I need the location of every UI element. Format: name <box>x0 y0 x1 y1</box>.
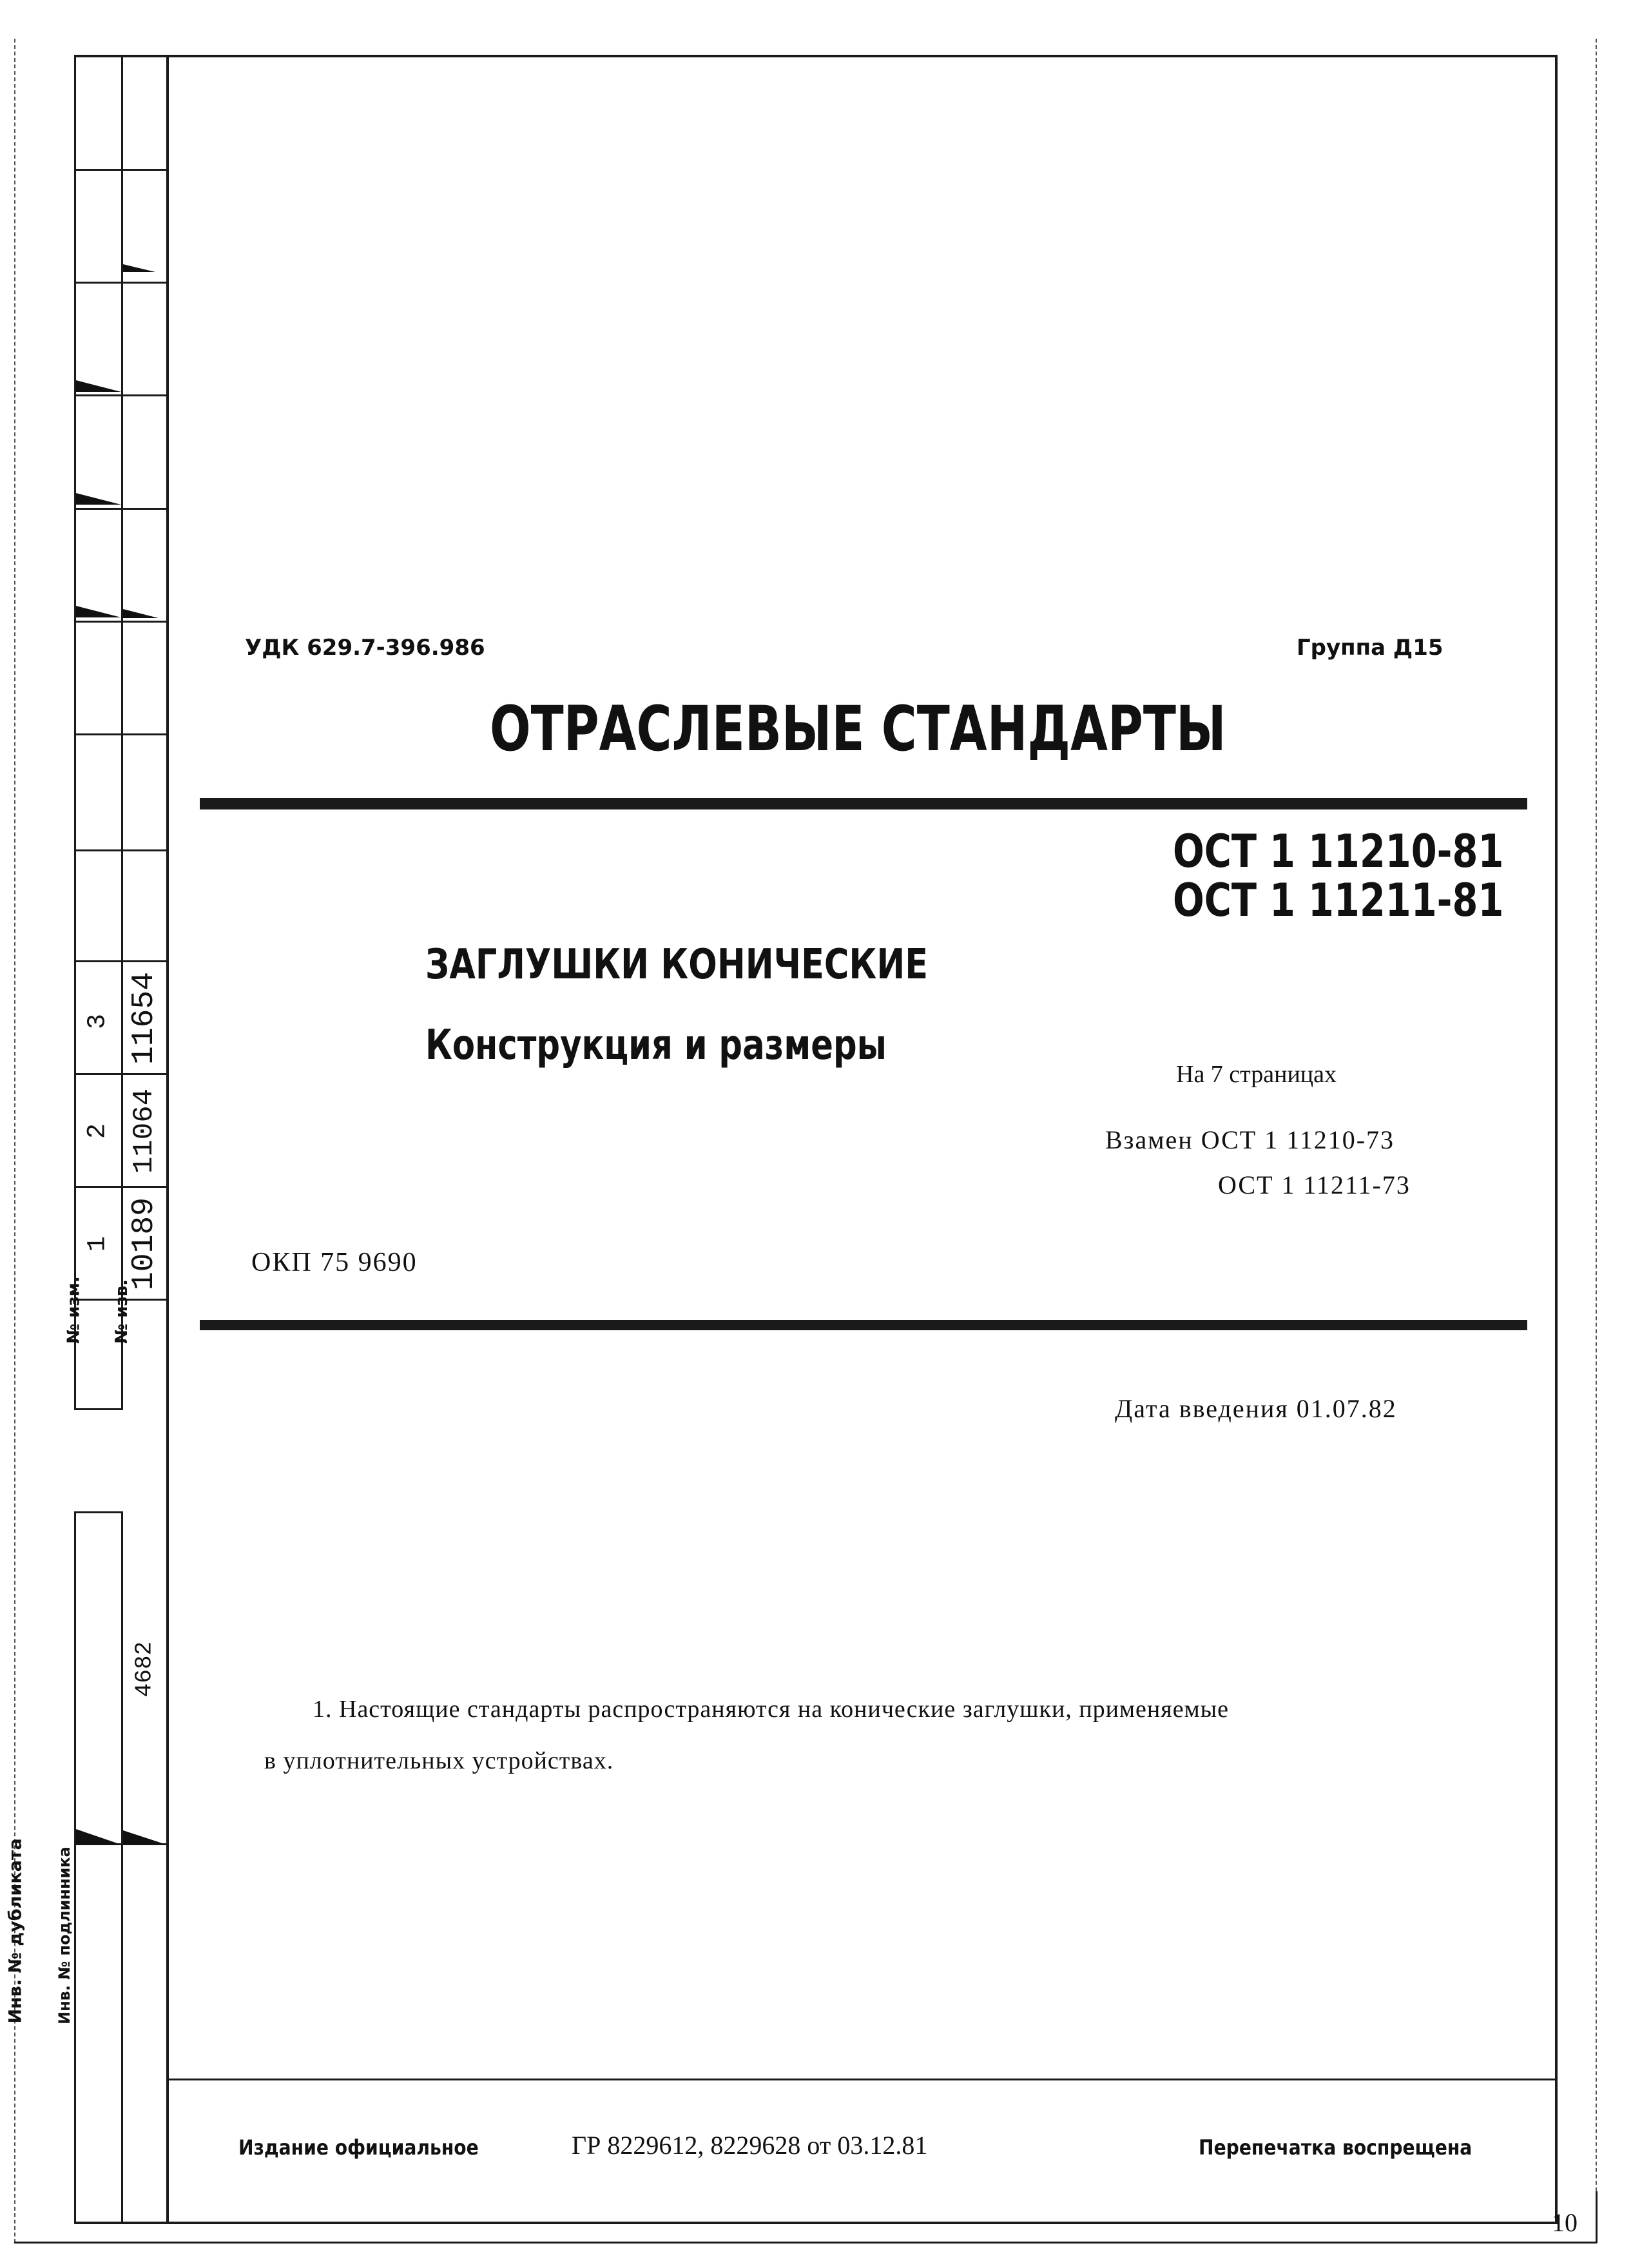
standard-number-1: ОСТ 1 11210-81 <box>1173 825 1504 878</box>
ink-mark <box>123 609 159 618</box>
ink-mark <box>76 1829 121 1845</box>
stamp-row-line <box>74 282 168 284</box>
title-rule-bottom <box>200 1320 1527 1330</box>
original-inventory-value: 4682 <box>131 1641 158 1698</box>
product-subtitle: Конструкция и размеры <box>425 1022 887 1069</box>
notice-number-1: 10189 <box>127 1197 162 1291</box>
change-number-header: № изм. <box>64 1276 84 1344</box>
official-edition: Издание официальное <box>238 2135 479 2160</box>
stamp-left-bottom <box>74 1511 76 2224</box>
group-code: Группа Д15 <box>1297 635 1443 661</box>
notice-number-2: 11064 <box>128 1088 160 1174</box>
trim-line-right <box>1596 39 1597 2243</box>
stamp-divider-bottom <box>74 1511 123 1513</box>
original-inventory-label: Инв. № подлинника <box>55 1846 74 2024</box>
bottom-trim-line <box>14 2242 1597 2244</box>
udk-code: УДК 629.7-396.986 <box>245 635 485 661</box>
replaces-standard-2: ОСТ 1 11211-73 <box>1218 1170 1411 1199</box>
notice-number-3: 11654 <box>127 971 162 1065</box>
paragraph-1-line-1: 1. Настоящие стандарты распространяются на конические заглушки, применяемые <box>313 1696 1230 1723</box>
page-number-box-edge <box>1596 2191 1598 2243</box>
frame-right <box>1555 55 1558 2224</box>
standard-number-2: ОСТ 1 11211-81 <box>1173 874 1504 927</box>
notice-number-header: № изв. <box>112 1279 131 1344</box>
stamp-divider-top <box>74 1408 123 1410</box>
product-title: ЗАГЛУШКИ КОНИЧЕСКИЕ <box>425 941 929 989</box>
ink-mark <box>123 1830 166 1845</box>
frame-bottom <box>74 2222 1558 2224</box>
title-rule-top <box>200 798 1527 809</box>
stamp-row-line <box>74 1186 168 1188</box>
stamp-row-line <box>74 394 168 396</box>
stamp-row-line <box>74 733 168 735</box>
stamp-row-line <box>74 960 168 962</box>
reprint-prohibited: Перепечатка воспрещена <box>1199 2135 1472 2160</box>
page-count: На 7 страницах <box>1176 1061 1337 1088</box>
change-number-1: 1 <box>83 1236 113 1252</box>
stamp-row-line <box>74 508 168 510</box>
okp-code: ОКП 75 9690 <box>251 1248 418 1277</box>
ink-mark <box>76 380 121 392</box>
frame-top <box>74 55 1556 57</box>
introduction-date: Дата введения 01.07.82 <box>1115 1394 1397 1423</box>
stamp-middle-bottom <box>121 1511 123 2224</box>
replaces-standard-1: Взамен ОСТ 1 11210-73 <box>1105 1125 1395 1154</box>
stamp-middle-top <box>121 55 123 1408</box>
stamp-row-line <box>74 621 168 623</box>
duplicate-inventory-label: Инв. № дубликата <box>5 1838 26 2024</box>
document-title: ОТРАСЛЕВЫЕ СТАНДАРТЫ <box>490 693 1226 765</box>
paragraph-1-line-2: в уплотнительных устройствах. <box>264 1747 614 1774</box>
stamp-row-line <box>74 849 168 851</box>
page-number: 10 <box>1552 2208 1578 2237</box>
change-number-3: 3 <box>83 1013 113 1030</box>
registration-number: ГР 8229612, 8229628 от 03.12.81 <box>572 2131 928 2160</box>
stamp-left-top <box>74 55 76 1408</box>
frame-inner-left <box>166 55 169 2224</box>
stamp-row-line <box>74 1073 168 1075</box>
footer-divider <box>169 2079 1556 2080</box>
ink-mark <box>76 606 121 617</box>
ink-mark <box>76 493 121 505</box>
ink-mark <box>123 264 155 272</box>
change-number-2: 2 <box>83 1123 113 1139</box>
stamp-row-line <box>74 169 168 171</box>
